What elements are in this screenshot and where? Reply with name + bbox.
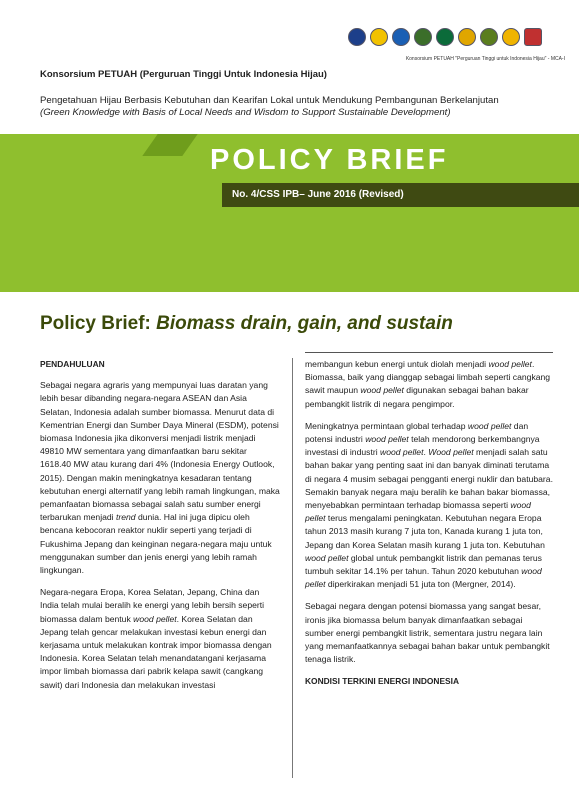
brief-title: Policy Brief: Biomass drain, gain, and sustain: [40, 313, 453, 334]
paragraph: Sebagai negara agraris yang mempunyai luas daratan yang lebih besar dibanding negara-negara ASEAN dan Asia Selatan, Indonesia adalah sumber biomassa. Menurut data di Kementrian Energi dan Sumber Daya Mineral (ESDM), potensi biomasa Indonesia jika dikonversi menjadi listrik menjadi 49810 MW sementara yang dimanfaatkan baru sekitar 1618.40 MW atau kurang dari 4% (Indonesia Energy Outlook, 2015). Dengan makin meningkatnya kesadaran tentang kebutuhan energi alternatif yang lebih ramah lingkungan, maka pemanfaatan biomassa sebagai salah satu sumber energi terbarukan menjadi trend dunia. Hal ini juga dipicu oleh bencana kebocoran reaktor nuklir seperti yang terjadi di Fukushima Jepang dan keinginan negara-negara maju untuk menggunakan sumber dan jenis energi yang lebih ramah lingkungan.: [40, 380, 280, 576]
left-column: [40, 358, 280, 701]
tagline-indonesian: Pengetahuan Hijau Berbasis Kebutuhan dan Kearifan Lokal untuk Mendukung Pembangunan Berkelanjutan: [40, 95, 499, 106]
university-logo: [480, 28, 498, 46]
university-logo: [414, 28, 432, 46]
university-logo: [458, 28, 476, 46]
university-logo: [502, 28, 520, 46]
tagline-english: (Green Knowledge with Basis of Local Needs and Wisdom to Support Sustainable Development): [40, 107, 451, 118]
paragraph: Negara-negara Eropa, Korea Selatan, Jepang, China dan India telah mulai beralih ke energi yang lebih bersih seperti biomassa dalam bentuk wood pellet. Korea Selatan dan Jepang telah gencar melakukan investasi kebun energi dan kerjasama untuk melakukan kontrak impor biomassa dengan Indonesia. Korea Selatan telah menandatangani kerjasama impor limbah biomassa dari pabrik kelapa sawit (cangkang sawit) dari Indonesia dan melakukan investasi: [40, 587, 272, 690]
tagline: [40, 95, 560, 119]
partner-logo-strip: [348, 22, 548, 52]
university-logo: [348, 28, 366, 46]
section-heading: KONDISI TERKINI ENERGI INDONESIA: [305, 676, 460, 687]
banner-title: POLICY BRIEF: [210, 144, 449, 176]
paragraph: Meningkatnya permintaan global terhadap wood pellet dan potensi industri wood pellet telah mendorong berkembangnya investasi di industri wood pellet. Wood pellet menjadi salah satu bahan bakar yang penting saat ini dan banyak diminati terutama di negara 4 musim sebagai pengganti energi nuklir dan batubara. Semakin banyak negara maju beralih ke bahan bakar biomassa, menyebabkan permintaan terhadap biomassa seperti wood pellet terus mengalami peningkatan. Kebutuhan negara Eropa tahun 2013 masih kurang 7 juta ton, Kanada kurang 1 juta ton, Jepang dan Korea Selatan masih kurang 1 juta ton. Kebutuhan wood pellet global untuk pembangkit listrik dan pemanas terus tumbuh sekitar 14.1% per tahun. Tahun 2020 kebutuhan wood pellet diperkirakan menjadi 51 juta ton (Mergner, 2014).: [305, 420, 553, 590]
paragraph: membangun kebun energi untuk diolah menjadi wood pellet. Biomassa, baik yang dianggap sebagai limbah seperti cangkang sawit maupun wood pellet digunakan sebagai bahan bakar pembangkit listrik di negara pengimpor.: [305, 359, 551, 409]
university-logo: [392, 28, 410, 46]
column-rule: [305, 352, 553, 353]
university-logo: [436, 28, 454, 46]
logo-strip-caption: Konsorsium PETUAH "Perguruan Tinggi untuk Indonesia Hijau" - MCA-I: [405, 56, 565, 62]
issue-number: No. 4/CSS IPB– June 2016 (Revised): [222, 183, 579, 207]
column-divider: [292, 358, 293, 778]
university-logo: [370, 28, 388, 46]
paragraph: Sebagai negara dengan potensi biomassa yang sangat besar, ironis jika biomassa belum banyak dimanfaatkan sebagai sumber energi pembangkit listrik, sementara justru negara lain yang memanfaatkannya sebagai bahan bakar untuk pembangkit tenaga listrik.: [305, 601, 550, 665]
right-column: [305, 358, 553, 697]
consortium-name: Konsorsium PETUAH (Perguruan Tinggi Untuk Indonesia Hijau): [40, 69, 327, 80]
section-heading: PENDAHULUAN: [40, 359, 105, 369]
mca-logo: [524, 28, 542, 46]
